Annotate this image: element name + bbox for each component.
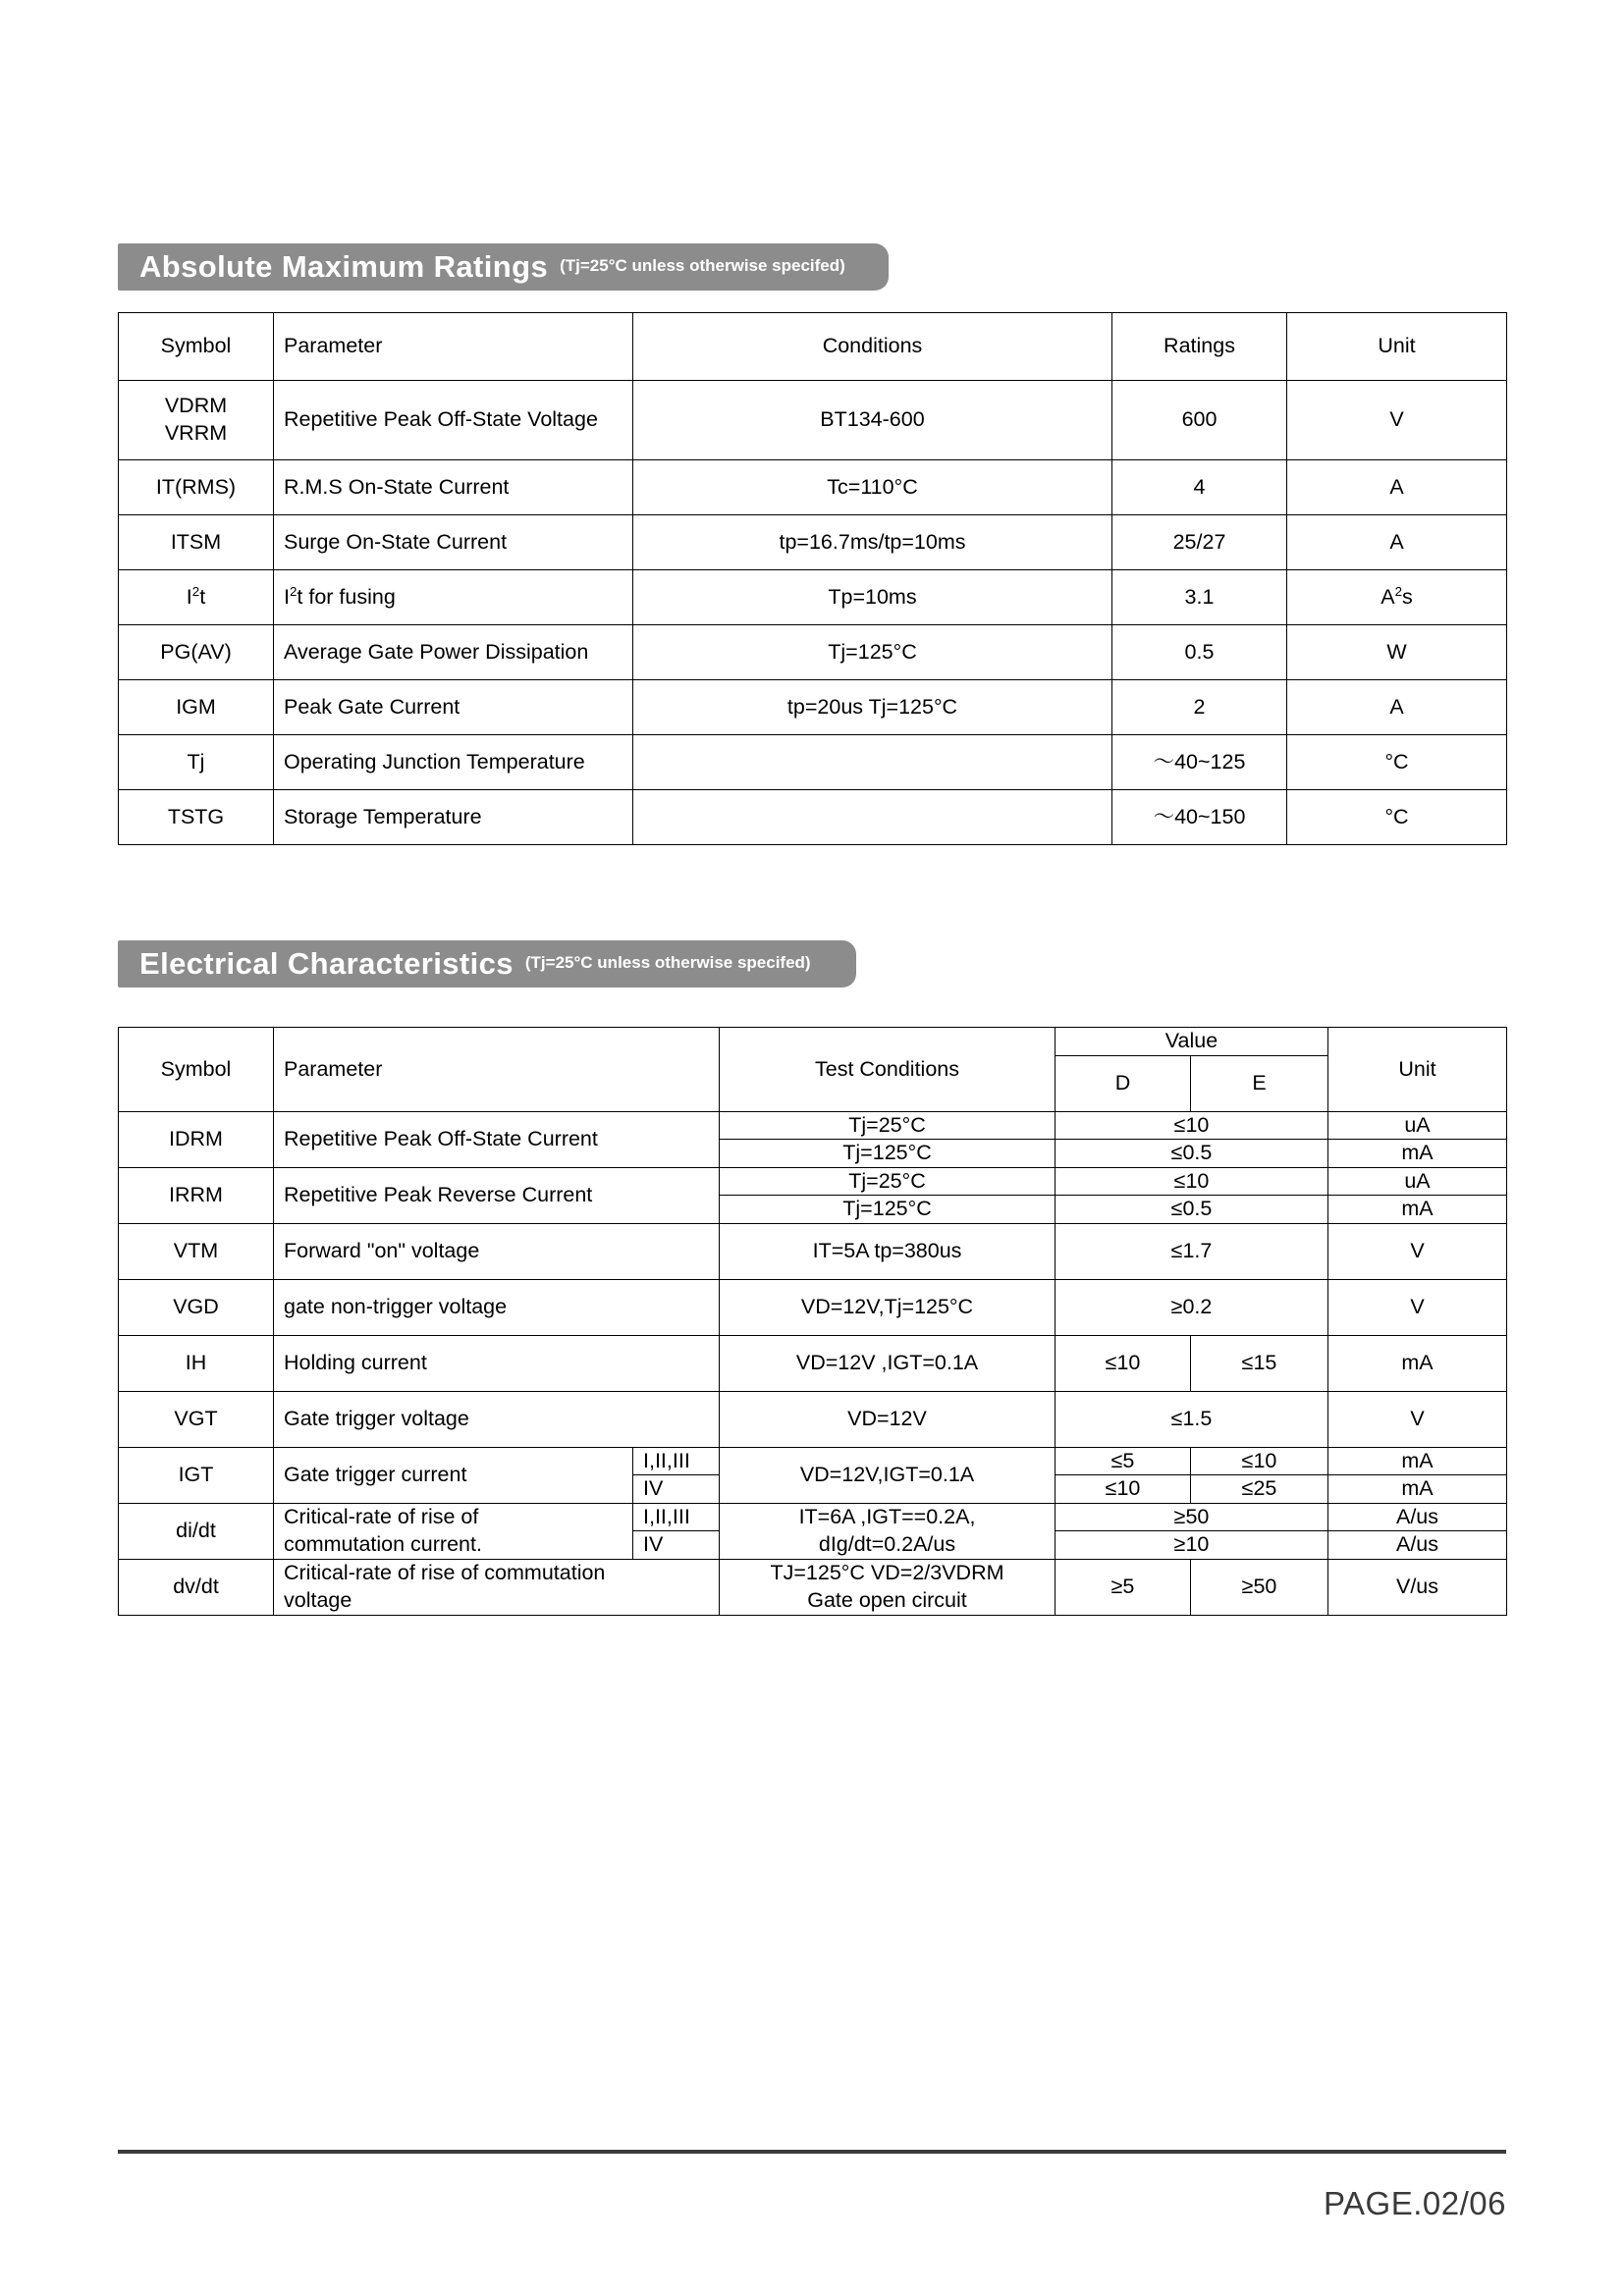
cell-unit: W [1287,625,1507,680]
cell-test-conditions: Tj=25°C [720,1111,1056,1140]
absolute-maximum-ratings-subtitle: (Tj=25°C unless otherwise specifed) [560,256,845,275]
cell-symbol: PG(AV) [119,625,274,680]
column-header-parameter: Parameter [274,313,633,381]
cell-parameter: Forward "on" voltage [274,1223,720,1279]
cell-ratings: ～40~150 [1112,790,1287,845]
cell-value: ≤10 [1056,1111,1328,1140]
electrical-characteristics-title: Electrical Characteristics [139,946,514,981]
cell-value: ≤0.5 [1056,1140,1328,1168]
absolute-maximum-ratings-banner [118,243,889,291]
cell-unit: mA [1328,1475,1507,1504]
cell-value-d: ≤5 [1056,1447,1191,1475]
cell-conditions [633,790,1112,845]
cell-parameter: Operating Junction Temperature [274,735,633,790]
cell-conditions: tp=16.7ms/tp=10ms [633,515,1112,570]
cell-test-conditions: VD=12V [720,1391,1056,1447]
table-row [119,1223,1507,1279]
table-row [119,460,1507,515]
absolute-maximum-ratings-title: Absolute Maximum Ratings [139,249,549,284]
cell-value: ≤1.7 [1056,1223,1328,1279]
table-row [119,790,1507,845]
cell-ratings: 0.5 [1112,625,1287,680]
cell-test-conditions: Tj=25°C [720,1167,1056,1196]
cell-symbol: IGT [119,1447,274,1503]
cell-test-conditions: IT=6A ,IGT==0.2A, dIg/dt=0.2A/us [720,1503,1056,1559]
cell-symbol: TSTG [119,790,274,845]
cell-quadrant: I,II,III [633,1503,720,1531]
cell-conditions: Tp=10ms [633,570,1112,625]
table-row [119,680,1507,735]
cell-value: ≥50 [1056,1503,1328,1531]
table-row [119,570,1507,625]
absolute-maximum-ratings-table [118,312,1507,845]
cell-unit: mA [1328,1335,1507,1391]
table-row [119,735,1507,790]
electrical-characteristics-banner [118,940,856,988]
cell-unit: A [1287,680,1507,735]
table-row [119,1279,1507,1335]
column-header-symbol: Symbol [119,1028,274,1112]
cell-test-conditions: VD=12V ,IGT=0.1A [720,1335,1056,1391]
cell-quadrant: IV [633,1531,720,1560]
cell-value: ≤10 [1056,1167,1328,1196]
cell-conditions: tp=20us Tj=125°C [633,680,1112,735]
column-header-ratings: Ratings [1112,313,1287,381]
cell-unit: A [1287,460,1507,515]
cell-symbol: VGT [119,1391,274,1447]
footer-divider [118,2150,1506,2154]
cell-symbol: IRRM [119,1167,274,1223]
cell-parameter: Critical-rate of rise of commutation current. [274,1503,633,1559]
table-header-row-top [119,1028,1507,1056]
column-header-symbol: Symbol [119,313,274,381]
cell-value: ≤0.5 [1056,1196,1328,1224]
cell-parameter: $I^2t$ for fusing [274,570,633,625]
cell-unit: A/us [1328,1531,1507,1560]
cell-test-conditions: TJ=125°C VD=2/3VDRM Gate open circuit [720,1559,1056,1615]
cell-unit: A/us [1328,1503,1507,1531]
electrical-characteristics-subtitle: (Tj=25°C unless otherwise specifed) [524,953,811,972]
cell-unit: V [1287,381,1507,460]
cell-value-d: ≤10 [1056,1475,1191,1504]
cell-parameter: Peak Gate Current [274,680,633,735]
table-header-row [119,313,1507,381]
cell-value: ≥0.2 [1056,1279,1328,1335]
electrical-characteristics-table [118,1027,1507,1616]
cell-symbol: IT(RMS) [119,460,274,515]
cell-value-e: ≤15 [1191,1335,1328,1391]
cell-parameter: Average Gate Power Dissipation [274,625,633,680]
cell-quadrant: I,II,III [633,1447,720,1475]
table-row [119,381,1507,460]
cell-parameter: gate non-trigger voltage [274,1279,720,1335]
page-number: PAGE.02/06 [1323,2185,1506,2221]
cell-unit: mA [1328,1447,1507,1475]
cell-test-conditions: VD=12V,Tj=125°C [720,1279,1056,1335]
cell-unit: uA [1328,1111,1507,1140]
column-header-conditions: Conditions [633,313,1112,381]
table-row [119,1391,1507,1447]
cell-symbol: VDRM VRRM [119,381,274,460]
cell-parameter: Repetitive Peak Off-State Voltage [274,381,633,460]
column-header-value-e: E [1191,1055,1328,1111]
cell-parameter: Repetitive Peak Reverse Current [274,1167,720,1223]
cell-conditions: BT134-600 [633,381,1112,460]
cell-conditions [633,735,1112,790]
cell-symbol: $I^2t$ [119,570,274,625]
cell-parameter: Gate trigger current [274,1447,633,1503]
cell-parameter: R.M.S On-State Current [274,460,633,515]
column-header-unit: Unit [1328,1028,1507,1112]
column-header-value-d: D [1056,1055,1191,1111]
cell-parameter: Repetitive Peak Off-State Current [274,1111,720,1167]
cell-symbol: Tj [119,735,274,790]
cell-parameter: Critical-rate of rise of commutation voltage [274,1559,720,1615]
cell-symbol: dv/dt [119,1559,274,1615]
cell-test-conditions: IT=5A tp=380us [720,1223,1056,1279]
cell-unit: A [1287,515,1507,570]
cell-unit: V [1328,1223,1507,1279]
table-row [119,1559,1507,1615]
cell-symbol: VGD [119,1279,274,1335]
cell-test-conditions: VD=12V,IGT=0.1A [720,1447,1056,1503]
cell-value: ≥10 [1056,1531,1328,1560]
cell-value-d: ≥5 [1056,1559,1191,1615]
cell-unit: mA [1328,1196,1507,1224]
cell-value-e: ≥50 [1191,1559,1328,1615]
cell-ratings: 3.1 [1112,570,1287,625]
cell-ratings: 25/27 [1112,515,1287,570]
cell-unit: V [1328,1279,1507,1335]
table-row [119,1111,1507,1140]
cell-unit: V/us [1328,1559,1507,1615]
cell-unit: uA [1328,1167,1507,1196]
cell-symbol: IGM [119,680,274,735]
cell-value-e: ≤25 [1191,1475,1328,1504]
cell-unit: °C [1287,790,1507,845]
table-row [119,1503,1507,1531]
cell-symbol: VTM [119,1223,274,1279]
cell-parameter: Holding current [274,1335,720,1391]
cell-parameter: Storage Temperature [274,790,633,845]
cell-unit: °C [1287,735,1507,790]
column-header-unit: Unit [1287,313,1507,381]
cell-symbol: di/dt [119,1503,274,1559]
cell-conditions: Tj=125°C [633,625,1112,680]
cell-conditions: Tc=110°C [633,460,1112,515]
cell-unit: $A^2s$ [1287,570,1507,625]
cell-unit: V [1328,1391,1507,1447]
cell-quadrant: IV [633,1475,720,1504]
table-row [119,1447,1507,1475]
column-header-value: Value [1056,1028,1328,1056]
cell-test-conditions: Tj=125°C [720,1140,1056,1168]
cell-value: ≤1.5 [1056,1391,1328,1447]
cell-symbol: IH [119,1335,274,1391]
cell-symbol: ITSM [119,515,274,570]
column-header-parameter: Parameter [274,1028,720,1112]
cell-value-e: ≤10 [1191,1447,1328,1475]
cell-symbol: IDRM [119,1111,274,1167]
column-header-test-conditions: Test Conditions [720,1028,1056,1112]
cell-parameter: Surge On-State Current [274,515,633,570]
table-row [119,625,1507,680]
cell-unit: mA [1328,1140,1507,1168]
table-row [119,515,1507,570]
cell-test-conditions: Tj=125°C [720,1196,1056,1224]
table-row [119,1167,1507,1196]
cell-parameter: Gate trigger voltage [274,1391,720,1447]
table-row [119,1335,1507,1391]
cell-value-d: ≤10 [1056,1335,1191,1391]
cell-ratings: 2 [1112,680,1287,735]
cell-ratings: 600 [1112,381,1287,460]
cell-ratings: ～40~125 [1112,735,1287,790]
cell-ratings: 4 [1112,460,1287,515]
